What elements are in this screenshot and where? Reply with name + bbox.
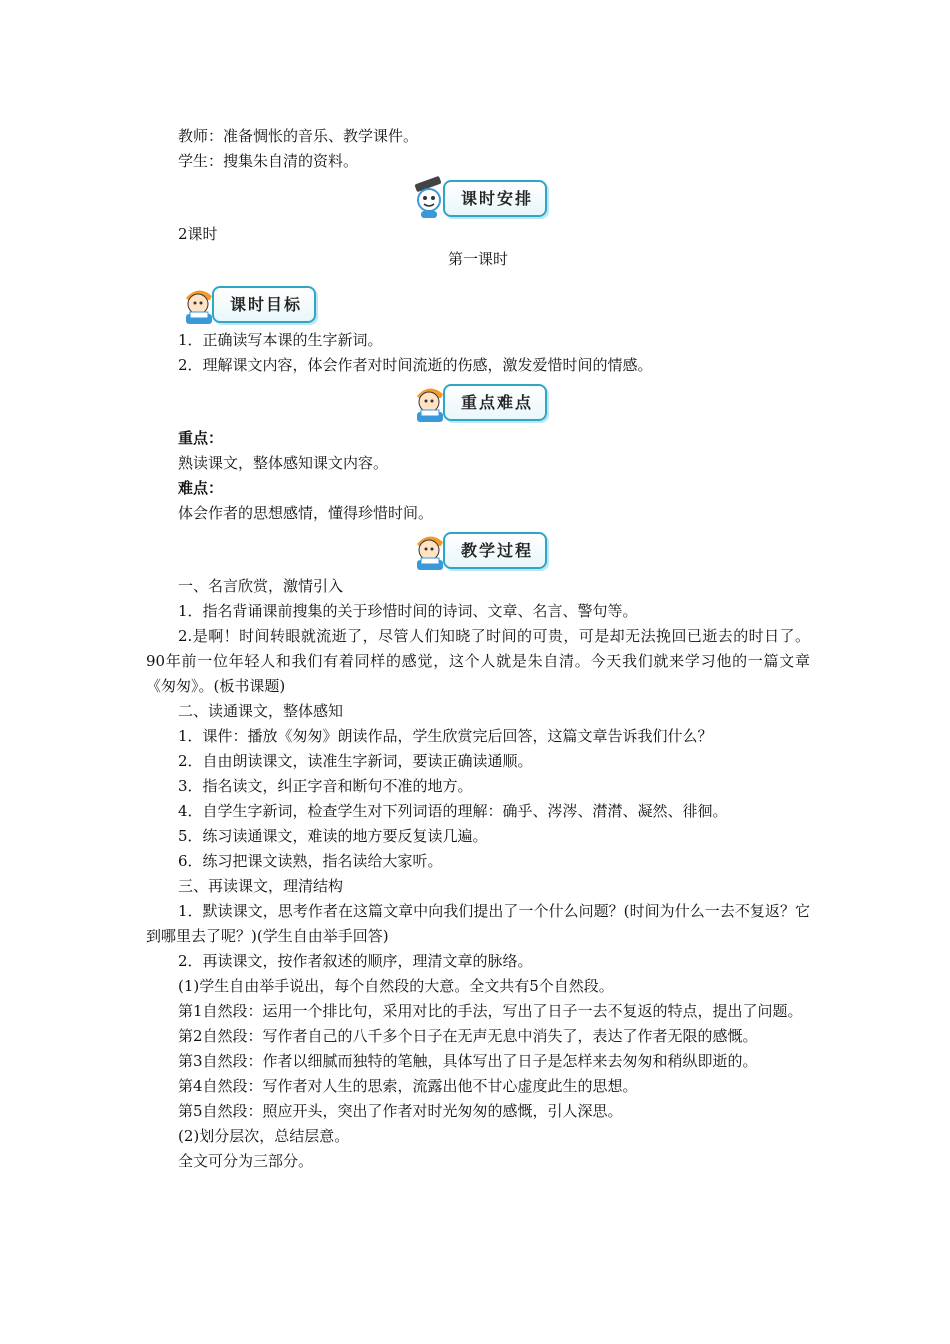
process-item: 4．自学生字新词，检查学生对下列词语的理解：确乎、涔涔、潸潸、凝然、徘徊。 <box>178 802 728 820</box>
difficulty-text: 体会作者的思想感情，懂得珍惜时间。 <box>178 504 434 522</box>
section-badge-process-row <box>146 526 810 574</box>
focus-text: 熟读课文，整体感知课文内容。 <box>178 454 389 472</box>
section-badge-keypoints <box>409 380 547 424</box>
process-item: 3．指名读文，纠正字音和断句不准的地方。 <box>178 777 473 795</box>
section-badge-keypoints-row <box>146 378 810 426</box>
process-heading: 一、名言欣赏，激情引入 <box>178 577 344 595</box>
process-item: 1．课件：播放《匆匆》朗读作品，学生欣赏完后回答，这篇文章告诉我们什么？ <box>178 727 713 745</box>
mascot-boy-icon <box>409 380 453 424</box>
goal-item: 1．正确读写本课的生字新词。 <box>178 331 383 349</box>
process-item: 2．再读课文，按作者叙述的顺序，理清文章的脉络。 <box>178 952 533 970</box>
intro-student: 学生：搜集朱自清的资料。 <box>178 152 359 170</box>
goal-item: 2．理解课文内容，体会作者对时间流逝的伤感，激发爱惜时间的情感。 <box>178 356 653 374</box>
focus-label: 重点： <box>178 429 224 447</box>
section-badge-goals <box>178 282 316 326</box>
process-item: 全文可分为三部分。 <box>178 1152 314 1170</box>
paragraph-summary: 第1自然段：运用一个排比句，采用对比的手法，写出了日子一去不复返的特点，提出了问题。 <box>178 1002 803 1020</box>
process-heading: 二、读通课文，整体感知 <box>178 702 344 720</box>
process-item: 5．练习读通课文，难读的地方要反复读几遍。 <box>178 827 488 845</box>
schedule-text: 2课时 <box>178 225 218 243</box>
lesson-plan-content <box>146 124 810 1174</box>
process-item: 2.是啊！时间转眼就流逝了，尽管人们知晓了时间的可贵，可是却无法挽回已逝去的时日了。90年前一位年轻人和我们有着同样的感觉，这个人就是朱自清。今天我们就来学习他的一篇文章《匆匆》。(板书课题) <box>146 627 810 695</box>
intro-teacher: 教师：准备惆怅的音乐、教学课件。 <box>178 127 419 145</box>
process-item: 1．指名背诵课前搜集的关于珍惜时间的诗词、文章、名言、警句等。 <box>178 602 638 620</box>
process-heading: 三、再读课文，理清结构 <box>178 877 344 895</box>
section-badge-label: 课时目标 <box>212 286 316 323</box>
paragraph-summary: 第2自然段：写作者自己的八千多个日子在无声无息中消失了，表达了作者无限的感慨。 <box>178 1027 758 1045</box>
difficulty-label: 难点： <box>178 479 224 497</box>
section-badge-schedule <box>409 176 547 220</box>
section-badge-label: 重点难点 <box>443 384 547 421</box>
process-item: (2)划分层次，总结层意。 <box>178 1127 350 1145</box>
section-badge-label: 课时安排 <box>443 180 547 217</box>
section-badge-goals-row <box>146 280 810 328</box>
process-item: 6．练习把课文读熟，指名读给大家听。 <box>178 852 443 870</box>
paragraph-summary: 第5自然段：照应开头，突出了作者对时光匆匆的感慨，引人深思。 <box>178 1102 623 1120</box>
paragraph-summary: 第4自然段：写作者对人生的思索，流露出他不甘心虚度此生的思想。 <box>178 1077 638 1095</box>
process-item: 2．自由朗读课文，读准生字新词，要读正确读通顺。 <box>178 752 533 770</box>
lesson-title: 第一课时 <box>447 250 508 268</box>
section-badge-label: 教学过程 <box>443 532 547 569</box>
section-badge-schedule-row <box>146 174 810 222</box>
mascot-boy-icon <box>409 528 453 572</box>
mascot-boy-icon <box>178 282 222 326</box>
section-badge-process <box>409 528 547 572</box>
paragraph-summary: 第3自然段：作者以细腻而独特的笔触，具体写出了日子是怎样来去匆匆和稍纵即逝的。 <box>178 1052 758 1070</box>
process-item: (1)学生自由举手说出，每个自然段的大意。全文共有5个自然段。 <box>178 977 614 995</box>
process-item: 1．默读课文，思考作者在这篇文章中向我们提出了一个什么问题？(时间为什么一去不复返？它到哪里去了呢？)(学生自由举手回答) <box>146 902 810 945</box>
mascot-pencil-icon <box>409 176 453 220</box>
